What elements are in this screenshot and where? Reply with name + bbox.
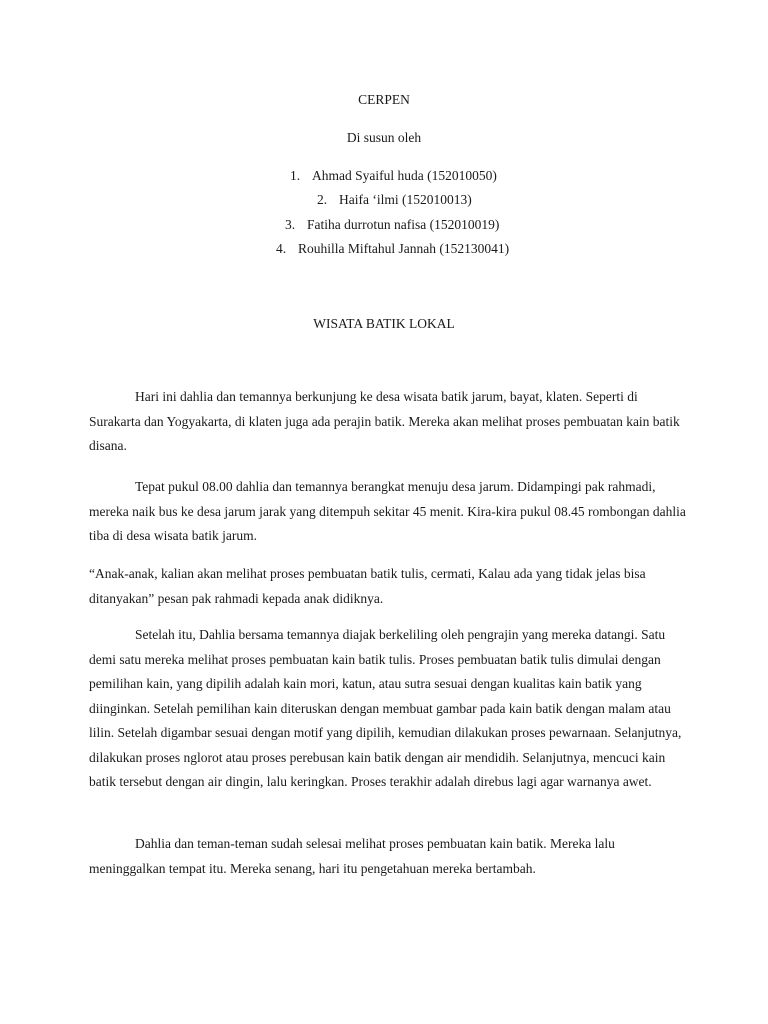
author-number: 3. bbox=[285, 217, 296, 232]
paragraph: Hari ini dahlia dan temannya berkunjung ke desa wisata batik jarum, bayat, klaten. Seperti di Surakarta dan Yogyakarta, di klaten juga ada perajin batik. Mereka akan melihat proses pembuatan kain batik disana. bbox=[89, 389, 680, 453]
author-name: Ahmad Syaiful huda (152010050) bbox=[312, 168, 497, 183]
author-number: 2. bbox=[317, 192, 328, 207]
author-name: Haifa ‘ilmi (152010013) bbox=[339, 192, 472, 207]
author-item bbox=[276, 241, 509, 257]
author-number: 4. bbox=[276, 241, 287, 256]
paragraph: Setelah itu, Dahlia bersama temannya diajak berkeliling oleh pengrajin yang mereka datangi. Satu demi satu mereka melihat proses pembuatan kain batik tulis. Proses pembuatan batik tulis dimulai dengan pemilihan kain, yang dipilih adalah kain mori, katun, atau sutra sesuai dengan kualitas kain batik yang diinginkan. Setelah pemilihan kain diteruskan dengan membuat gambar pada kain batik dengan malam atau lilin. Setelah digambar sesuai dengan motif yang dipilih, kemudian dilakukan proses pewarnaan. Selanjutnya, dilakukan proses nglorot atau proses perebusan kain batik dengan air mendidih. Selanjutnya, mencuci kain batik tersebut dengan air dingin, lalu keringkan. Proses terakhir adalah direbus lagi agar warnanya awet. bbox=[89, 627, 682, 789]
paragraph: “Anak-anak, kalian akan melihat proses pembuatan batik tulis, cermati, Kalau ada yang tidak jelas bisa ditanyakan” pesan pak rahmadi kepada anak didiknya. bbox=[89, 566, 646, 606]
author-name: Rouhilla Miftahul Jannah (152130041) bbox=[298, 241, 510, 256]
document-heading: CERPEN bbox=[358, 92, 410, 107]
author-name: Fatiha durrotun nafisa (152010019) bbox=[307, 217, 500, 232]
author-item bbox=[290, 168, 497, 184]
author-item bbox=[285, 217, 499, 233]
paragraph: Dahlia dan teman-teman sudah selesai melihat proses pembuatan kain batik. Mereka lalu meninggalkan tempat itu. Mereka senang, hari itu pengetahuan mereka bertambah. bbox=[89, 836, 615, 876]
author-item bbox=[317, 192, 472, 208]
byline: Di susun oleh bbox=[346, 130, 422, 145]
paragraph: Tepat pukul 08.00 dahlia dan temannya berangkat menuju desa jarum. Didampingi pak rahmadi, mereka naik bus ke desa jarum jarak yang ditempuh sekitar 45 menit. Kira-kira pukul 08.45 rombongan dahlia tiba di desa wisata batik jarum. bbox=[89, 479, 686, 543]
story-title: WISATA BATIK LOKAL bbox=[313, 316, 455, 331]
author-number: 1. bbox=[290, 168, 301, 183]
